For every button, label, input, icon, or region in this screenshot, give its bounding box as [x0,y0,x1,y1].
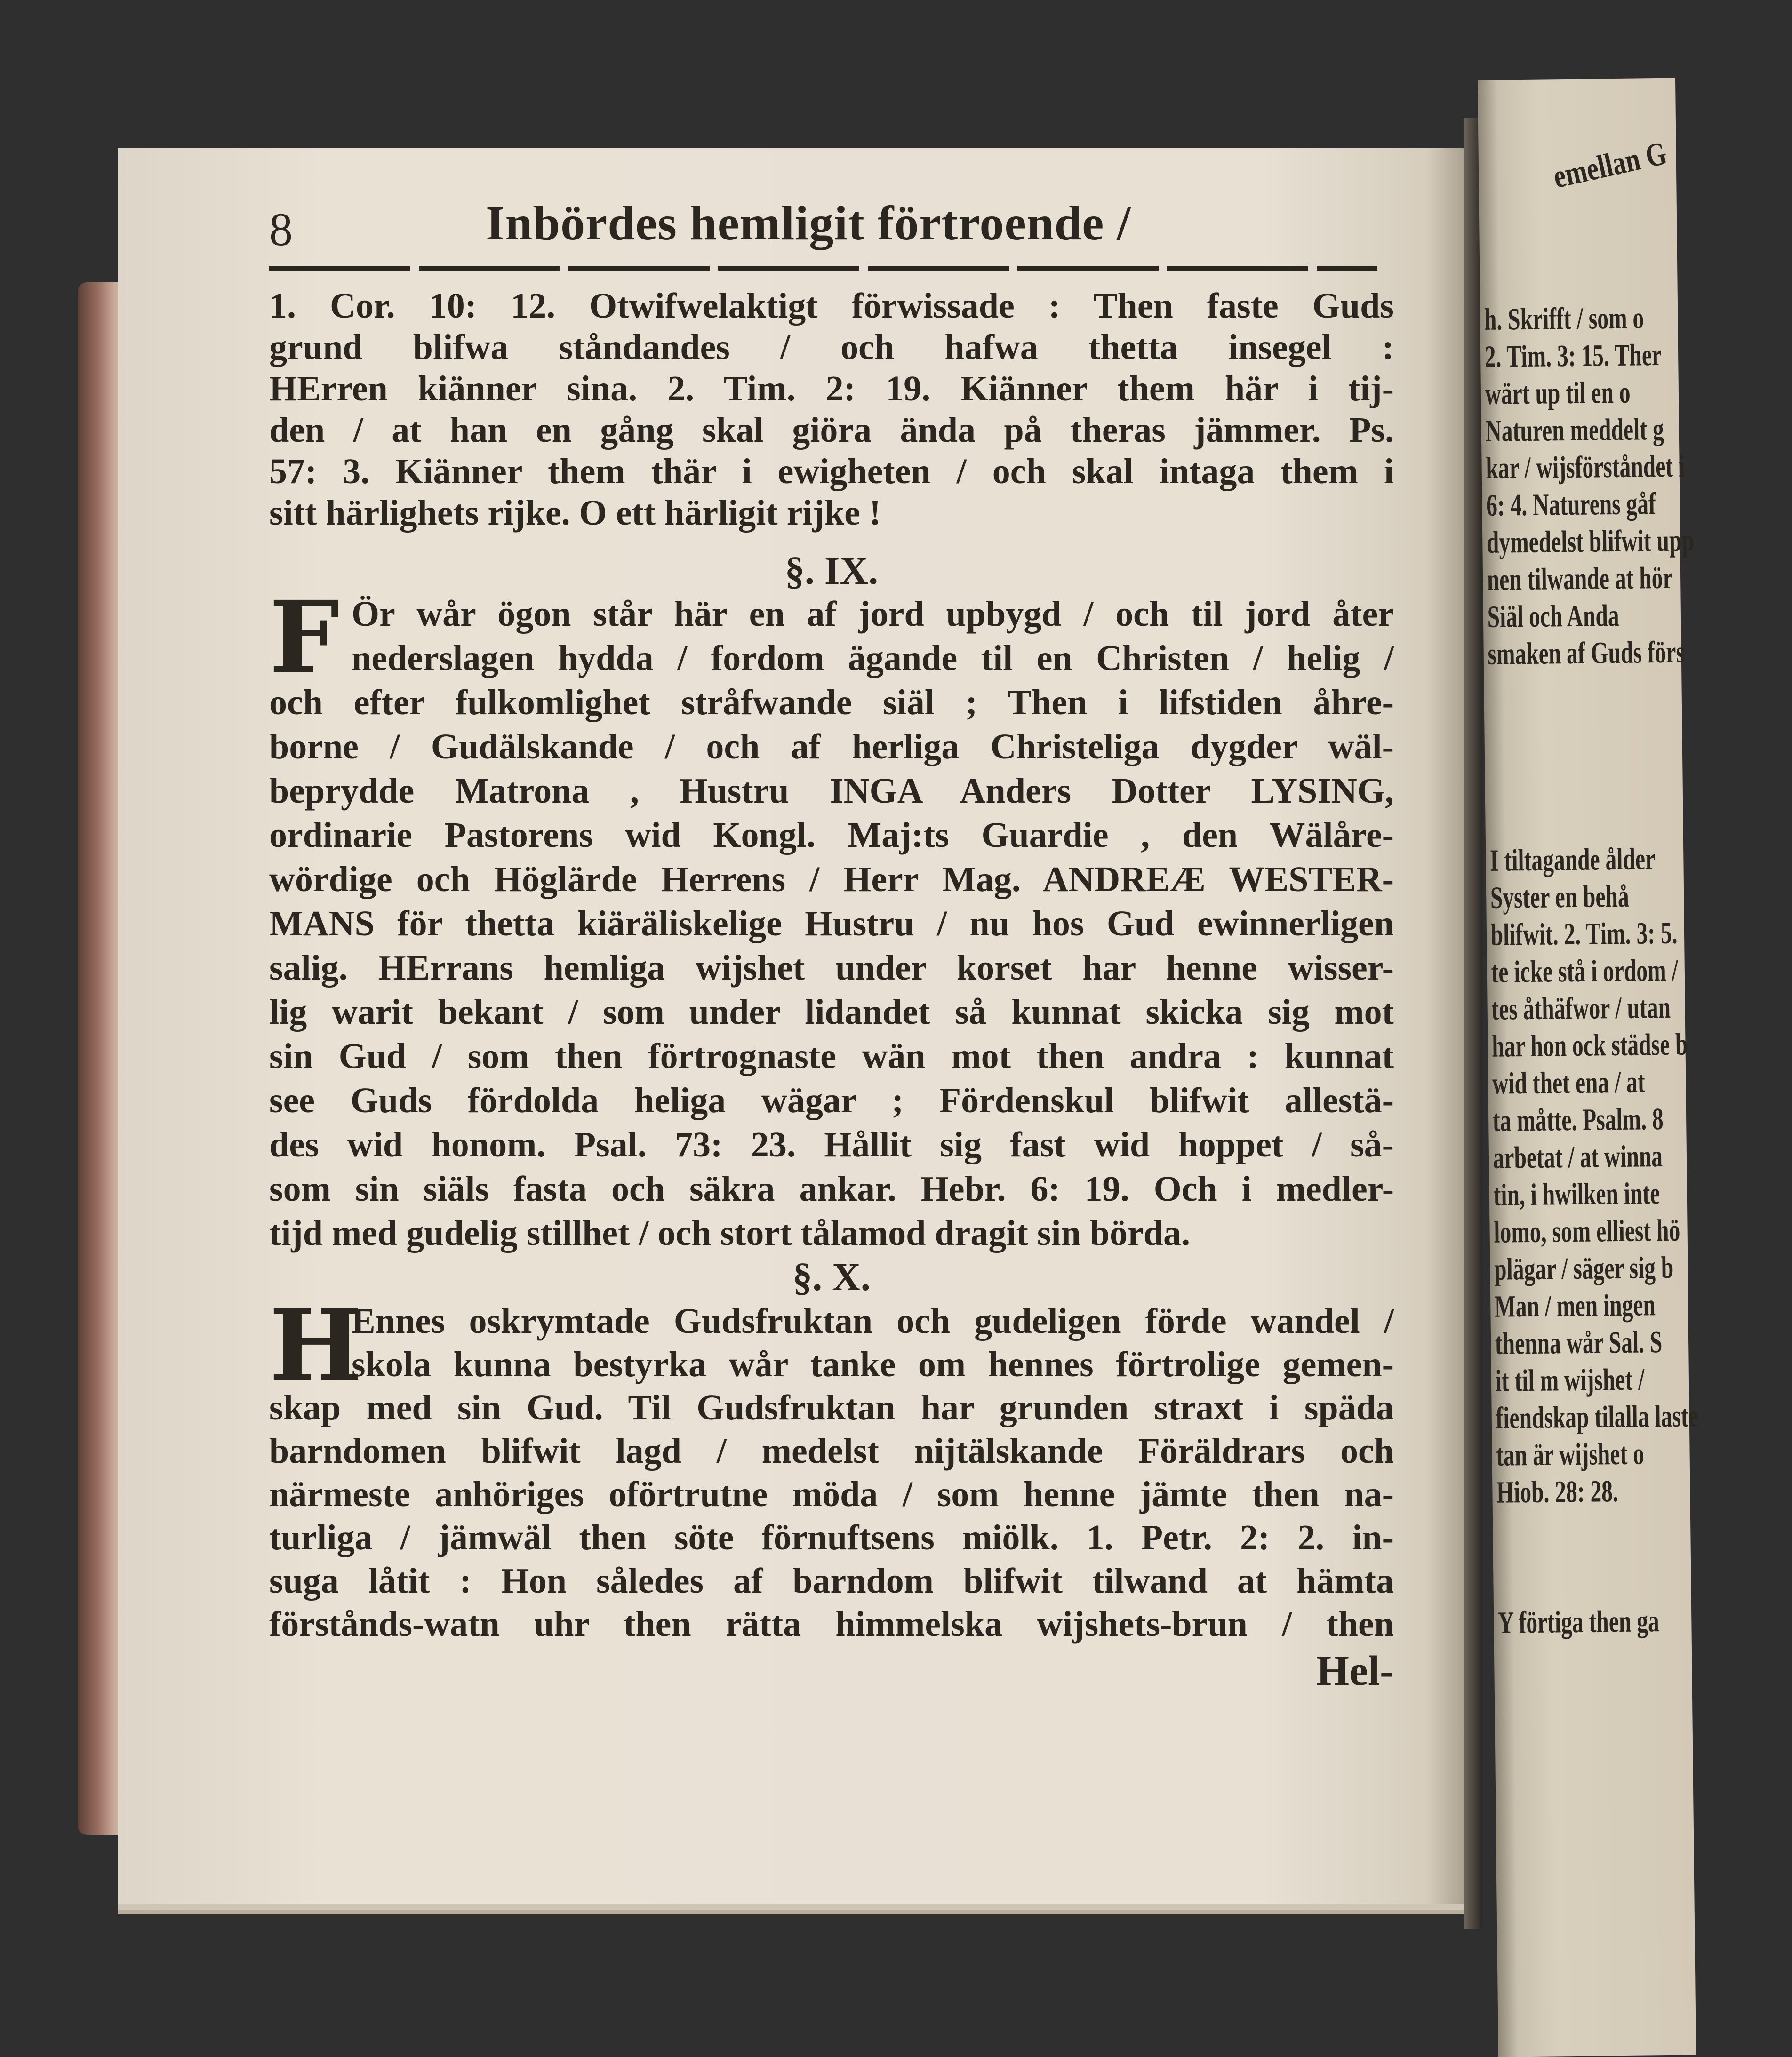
text-line: ta måtte. Psalm. 8 [1492,1101,1664,1138]
text-line: wördige och Höglärde Herrens / Herr Mag. ANDREÆ WESTER- [269,860,1394,899]
text-line: plägar / säger sig b [1494,1250,1674,1287]
text-line: smaken af Guds förs [1488,635,1685,671]
text-line: lig warit bekant / som under lidandet så kunnat skicka sig mot [269,992,1394,1032]
text-line: sitt härlighets rijke. O ett härligit rijke ! [269,493,881,533]
text-line: ordinarie Pastorens wid Kongl. Maj:ts Guardie , den Wälåre- [269,815,1394,855]
paragraph-continuation [269,285,1394,534]
text-line: lomo, som elliest hö [1493,1213,1680,1250]
text-line: arbetat / at winna [1493,1139,1663,1175]
right-page-block-a [1480,298,1778,672]
text-line: borne / Gudälskande / och af herliga Christeliga dygder wäl- [269,727,1394,766]
text-line: skola kunna bestyrka wår tanke om hennes förtrolige gemen- [352,1345,1394,1384]
text-line: HErren kiänner sina. 2. Tim. 2: 19. Kiänner them här i tij- [269,369,1394,408]
right-page-block-c [1494,1602,1724,1642]
text-line: tan är wijshet o [1496,1436,1645,1473]
text-line: dymedelst blifwit upp [1486,523,1695,560]
catchword: Hel- [1316,1648,1394,1694]
text-line: I tiltagande ålder [1489,842,1656,878]
text-line: nederslagen hydda / fordom ägande til en Christen / helig / [352,638,1394,678]
text-line: Hiob. 28: 28. [1496,1474,1619,1510]
text-line: thenna wår Sal. S [1495,1325,1663,1361]
text-line: skap med sin Gud. Til Gudsfruktan har grunden straxt i späda [269,1388,1394,1427]
text-line: Man / men ingen [1494,1288,1656,1324]
text-line: närmeste anhöriges oförtrutne möda / som henne jämte then na- [269,1475,1394,1514]
text-line: 6: 4. Naturens gåf [1486,486,1656,523]
right-page [1478,78,1699,2057]
text-line: Siäl och Anda [1487,598,1619,634]
text-line: suga låtit : Hon således af barndom blifwit tilwand at hämta [269,1561,1394,1601]
text-line: fiendskap tilalla laste [1496,1399,1699,1435]
text-line: it til m wijshet / [1495,1362,1645,1398]
text-line: beprydde Matrona , Hustru INGA Anders Dotter LYSING, [269,771,1394,811]
section-heading-x: §. X. [792,1255,871,1299]
text-line: te icke stå i ordom / [1491,953,1679,989]
text-line: turliga / jämwäl then söte förnuftsens miölk. 1. Petr. 2: 2. in- [269,1518,1394,1557]
text-line: wid thet ena / at [1492,1065,1646,1101]
drop-cap-f: F [269,579,340,695]
text-line: wärt up til en o [1485,375,1631,411]
header-rule [269,266,1377,271]
page-number: 8 [269,203,293,255]
right-page-block-b [1486,839,1780,1511]
section-heading-ix: §. IX. [784,549,879,593]
text-line: Naturen meddelt g [1485,412,1664,448]
text-line: Ör wår ögon står här en af jord upbygd / och til jord åter [352,594,1394,634]
text-line: kar / wijsförståndet i [1485,449,1685,486]
text-line: h. Skrifft / som o [1484,301,1644,337]
section-x-text [269,1300,1394,1646]
running-title: Inbördes hemligit förtroende / [486,196,1131,250]
text-line: salig. HErrans hemliga wijshet under korset har henne wisser- [269,948,1394,988]
text-line: barndomen blifwit lagd / medelst nijtälskande Föräldrars och [269,1431,1394,1471]
text-line: den / at han en gång skal giöra ända på theras jämmer. Ps. [269,410,1394,450]
text-line: och efter fulkomlighet stråfwande siäl ; Then i lifstiden åhre- [269,683,1394,722]
text-line: 57: 3. Kiänner them thär i ewigheten / och skal intaga them i [269,452,1394,491]
text-line: 1. Cor. 10: 12. Otwifwelaktigt förwissade : Then faste Guds [269,286,1394,326]
drop-cap-h: H [269,1287,363,1403]
text-line: grund blifwa ståndandes / och hafwa thetta insegel : [269,327,1394,367]
text-line: har hon ock städse b [1491,1027,1688,1064]
text-line: Syster en behå [1490,879,1630,915]
text-line: Y förtiga then ga [1497,1604,1660,1640]
text-line: blifwit. 2. Tim. 3: 5. [1490,916,1678,952]
text-line: nen tilwande at hör [1487,560,1673,597]
text-line: Ennes oskrymtade Gudsfruktan och gudeligen förde wandel / [352,1301,1394,1341]
text-line: MANS för thetta kiäräliskelige Hustru / nu hos Gud ewinnerligen [269,904,1394,943]
text-line: see Guds fördolda heliga wägar ; Fördenskul blifwit allestä- [269,1081,1394,1120]
text-line: sin Gud / som then förtrognaste wän mot then andra : kunnat [269,1036,1394,1076]
book-gutter [1464,118,1482,1929]
text-line: tes åthäfwor / utan [1491,990,1671,1027]
text-line: 2. Tim. 3: 15. Ther [1484,337,1662,374]
text-line: tin, i hwilken inte [1493,1176,1660,1212]
section-ix-text [269,592,1394,1255]
text-line: förstånds-watn uhr then rätta himmelska wijshets-brun / then [269,1604,1394,1644]
right-page-running-title: emellan G [1550,135,1670,196]
text-line: des wid honom. Psal. 73: 23. Hållit sig fast wid hoppet / så- [269,1125,1394,1164]
text-line: som sin siäls fasta och säkra ankar. Hebr. 6: 19. Och i medler- [269,1169,1394,1209]
text-line: tijd med gudelig stillhet / och stort tålamod dragit sin börda. [269,1213,1191,1253]
